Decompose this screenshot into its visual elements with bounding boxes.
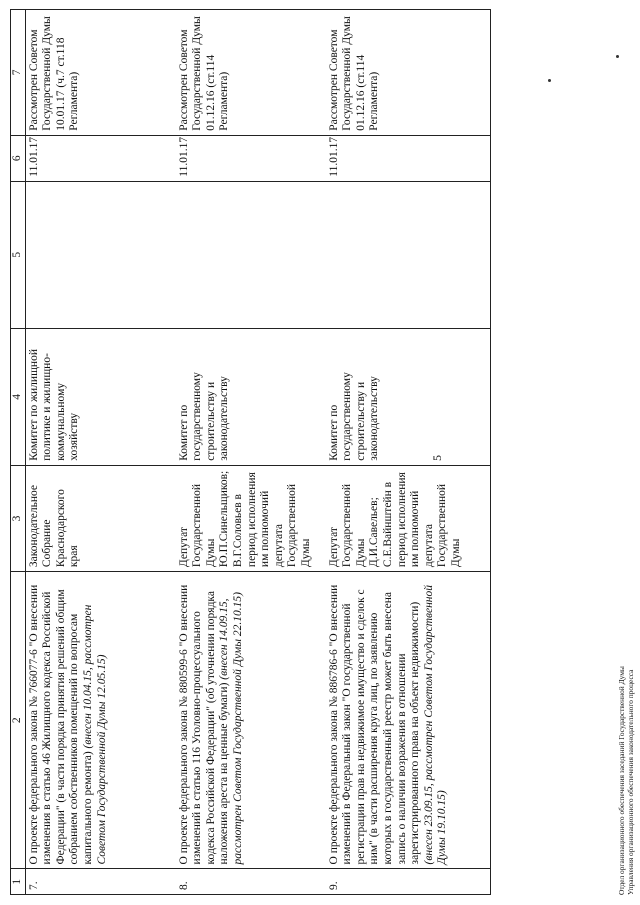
bill-description (326, 572, 491, 869)
bill-initiator: Депутат Государственной Думы Д.И.Савельев; С.Е.Вайнштейн в период исполнения им полномочий депутата Государственной Думы (326, 465, 491, 571)
bill-initiator: Законодательное Собрание Краснодарского края (25, 465, 176, 571)
column-5-cell (176, 181, 326, 328)
col-header-1: 1 (11, 869, 26, 895)
col-header-5: 5 (11, 181, 26, 328)
row-number: 7. (25, 869, 176, 895)
table-row (176, 10, 326, 895)
council-decision: Рассмотрен Советом Государственной Думы 10.01.17 (ч.7 ст.118 Регламента) (25, 10, 176, 136)
row-number: 8. (176, 869, 326, 895)
bill-initiator: Депутат Государственной Думы Ю.П.Синельщиков; В.Г.Соловьев в период исполнения им полномочий депутата Государственной Думы (176, 465, 326, 571)
col-header-6: 6 (11, 135, 26, 181)
col-header-2: 2 (11, 572, 26, 869)
bill-title: О проекте федерального закона № 880599-6 "О внесении изменений в статью 116 Уголовно-процессуального кодекса Российской Федерации" (об уточнении порядка наложения ареста на ценные бумаги) (177, 584, 231, 865)
responsible-committee: Комитет по жилищной политике и жилищно-коммунальному хозяйству (25, 328, 176, 465)
scan-speck (616, 55, 619, 58)
page-number: 5 (430, 455, 444, 461)
footer-line-1: Отдел организационного обеспечения заседаний Государственной Думы (617, 666, 626, 895)
footer-line-2: Управления организационного обеспечения законодательного процесса (625, 669, 635, 895)
review-date: 11.01.17 (326, 135, 491, 181)
table-row (326, 10, 491, 895)
row-number: 9. (326, 869, 491, 895)
council-decision: Рассмотрен Советом Государственной Думы 01.12.16 (ст.114 Регламента) (326, 10, 491, 136)
agenda-table (10, 9, 491, 895)
bill-note: (внесен 10.04.15, рассмотрен Советом Государственной Думы 12.05.15) (81, 604, 108, 865)
page-footer (618, 666, 635, 895)
column-5-cell (326, 181, 491, 328)
table-row (25, 10, 176, 895)
bill-description (25, 572, 176, 869)
bill-note: (внесен 23.09.15, рассмотрен Советом Государственной Думы 19.10.15) (422, 584, 449, 865)
review-date: 11.01.17 (176, 135, 326, 181)
column-number-row (11, 10, 26, 895)
responsible-committee: Комитет по государственному строительству и законодательству (176, 328, 326, 465)
responsible-committee: Комитет по государственному строительству и законодательству (326, 328, 491, 465)
col-header-3: 3 (11, 465, 26, 571)
col-header-7: 7 (11, 10, 26, 136)
bill-note: (внесен 14.09.15, рассмотрен Советом Государственной Думы 22.10.15) (218, 592, 244, 865)
bill-title: О проекте федерального закона № 886786-6 "О внесении изменений в Федеральный закон "О государственной регистрации прав на недвижимое имущество и сделок с ним" (в части расширения круга лиц, по заявлению которых в государственный реестр может быть внесена запись о наличии возражения в отношении зарегистрированного права на объект недвижимости) (327, 584, 422, 865)
bill-description (176, 572, 326, 869)
col-header-4: 4 (11, 328, 26, 465)
column-5-cell (25, 181, 176, 328)
scan-speck (548, 79, 551, 82)
review-date: 11.01.17 (25, 135, 176, 181)
council-decision: Рассмотрен Советом Государственной Думы 01.12.16 (ст.114 Регламента) (176, 10, 326, 136)
bill-title: О проекте федерального закона № 766077-6 "О внесении изменения в статью 46 Жилищного кодекса Российской Федерации" (в части порядка принятия решений общим собранием собственников помещений по вопросам капитального ремонта) (27, 584, 94, 865)
